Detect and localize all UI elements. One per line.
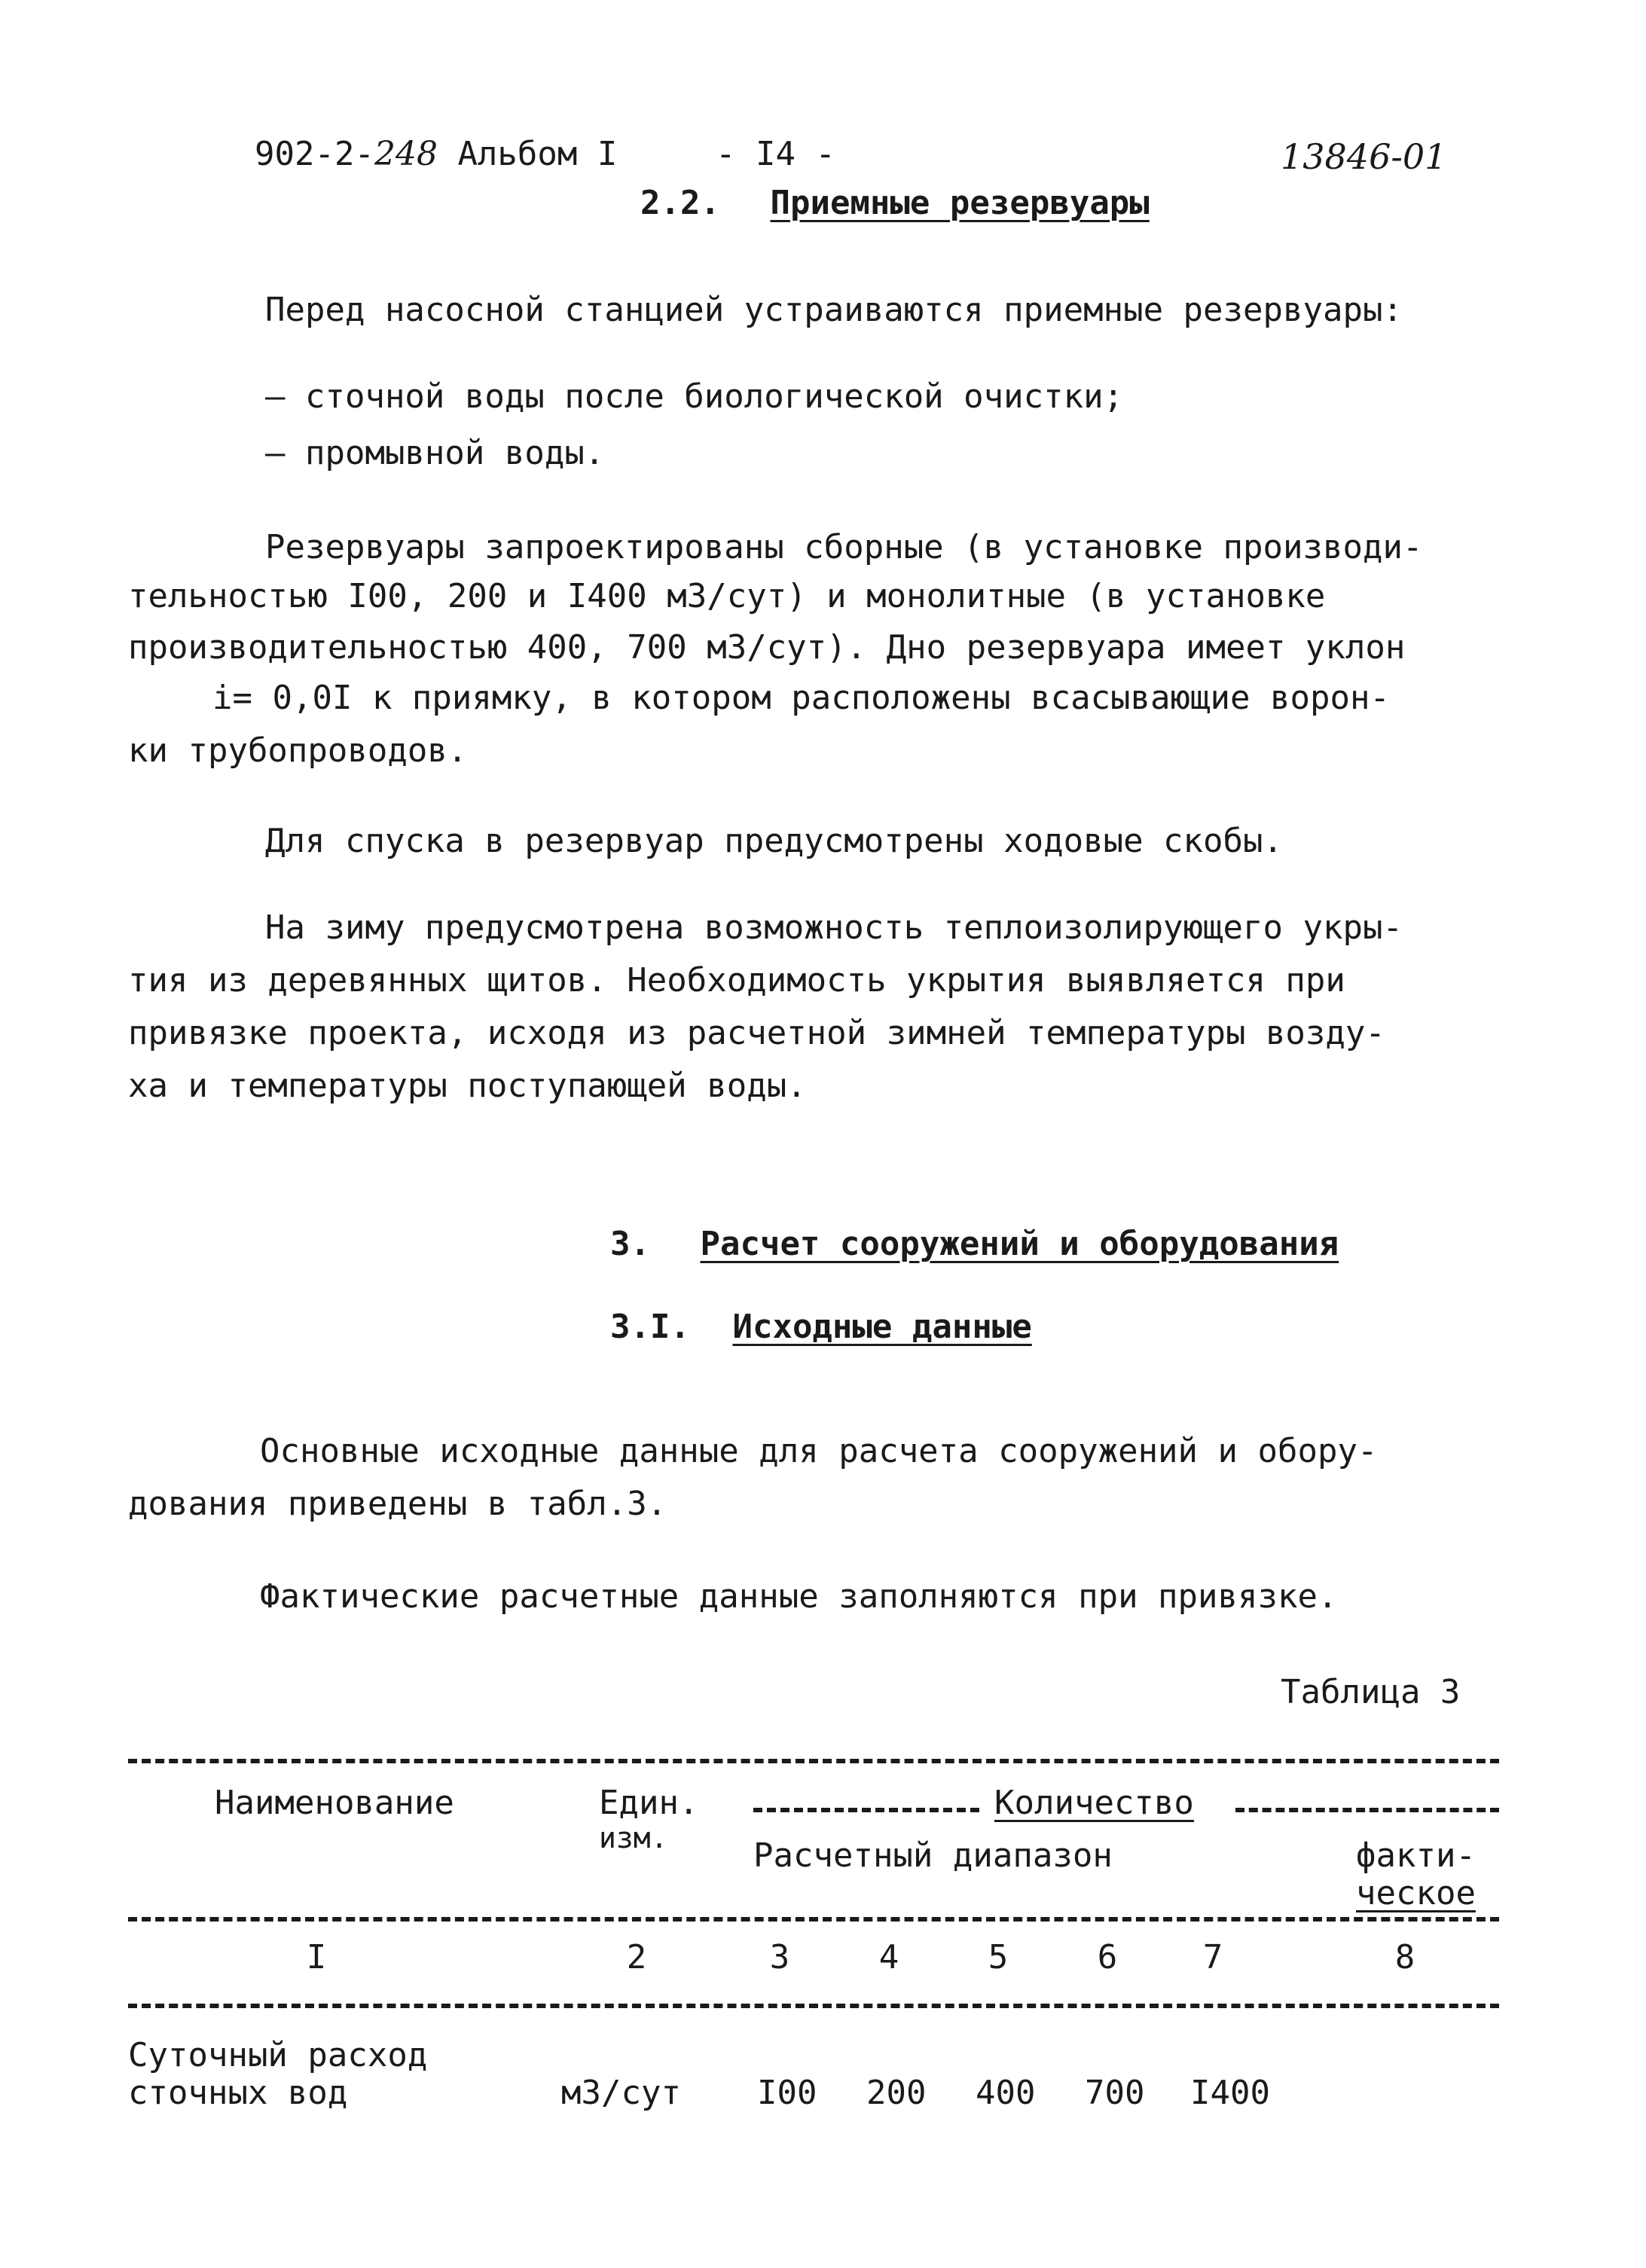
paragraph-line: ха и температуры поступающей воды. <box>128 1067 807 1105</box>
paragraph-line: тия из деревянных щитов. Необходимость укрытия выявляется при <box>128 961 1345 1000</box>
section-2-2-intro: Перед насосной станцией устраиваются приемные резервуары: <box>265 291 1403 329</box>
section-3-1-number: 3.I. <box>610 1308 690 1346</box>
paragraph-line: ки трубопроводов. <box>128 731 468 770</box>
row-value: 200 <box>866 2074 927 2112</box>
column-number: 6 <box>1097 1938 1118 1976</box>
column-number: 4 <box>878 1938 899 1976</box>
paragraph-line: производительностью 400, 700 м3/сут). Дно резервуара имеет уклон <box>128 628 1406 667</box>
section-3-number: 3. <box>610 1225 650 1263</box>
header-name: Наименование <box>215 1784 454 1822</box>
table-rule-quantity-right <box>1235 1808 1499 1812</box>
paragraph-line: i= 0,0I к приямку, в котором расположены всасывающие ворон- <box>212 679 1390 717</box>
section-3-1-heading <box>610 1308 1032 1346</box>
document-code: 902-2-248 Альбом I <box>255 135 618 173</box>
table-rule-quantity-left <box>753 1808 979 1812</box>
section-3-1-paragraph-2: Фактические расчетные данные заполняются при привязке. <box>260 1577 1338 1616</box>
header-unit-line2: изм. <box>599 1821 668 1854</box>
header-calc-range: Расчетный диапазон <box>753 1836 1113 1875</box>
column-number: 8 <box>1394 1938 1415 1976</box>
header-unit-line1: Един. <box>599 1784 699 1822</box>
album-label: Альбом I <box>457 135 618 173</box>
column-number: 5 <box>988 1938 1009 1976</box>
document-code-handwritten: 248 <box>374 135 438 173</box>
table-caption: Таблица 3 <box>1281 1673 1461 1711</box>
header-actual-line1: факти- <box>1356 1836 1476 1875</box>
table-rule-numbers-bottom <box>128 2004 1499 2008</box>
row-value: I400 <box>1190 2074 1270 2112</box>
row-value: 700 <box>1085 2074 1145 2112</box>
paragraph-line: дования приведены в табл.3. <box>128 1485 667 1523</box>
row-value: I00 <box>757 2074 817 2112</box>
table-rule-header-bottom <box>128 1917 1499 1922</box>
section-2-2-heading <box>640 184 1150 222</box>
row-unit: м3/сут <box>561 2074 681 2112</box>
section-3-1-title: Исходные данные <box>732 1308 1032 1346</box>
page-number: - I4 - <box>716 135 835 173</box>
column-number: 2 <box>626 1938 647 1976</box>
column-number: I <box>306 1938 327 1976</box>
paragraph-line: На зиму предусмотрена возможность теплоизолирующего укры- <box>265 908 1403 947</box>
list-item: – промывной воды. <box>265 434 605 472</box>
column-number: 7 <box>1202 1938 1223 1976</box>
row-name-line2: сточных вод <box>128 2074 348 2112</box>
paragraph-line: тельностью I00, 200 и I400 м3/сут) и монолитные (в установке <box>128 577 1326 615</box>
paragraph-line: Резервуары запроектированы сборные (в установке производи- <box>265 528 1423 566</box>
row-name-line1: Суточный расход <box>128 2036 428 2074</box>
paragraph-line: привязке проекта, исходя из расчетной зимней температуры возду- <box>128 1014 1385 1052</box>
list-item: – сточной воды после биологической очистки; <box>265 377 1124 416</box>
section-3-heading <box>610 1225 1339 1263</box>
column-number: 3 <box>769 1938 790 1976</box>
stamp-number: 13846-01 <box>1281 136 1447 177</box>
header-quantity: Количество <box>994 1784 1194 1822</box>
section-2-2-number: 2.2. <box>640 184 720 222</box>
row-value: 400 <box>976 2074 1036 2112</box>
table-rule-top <box>128 1759 1499 1763</box>
paragraph-line: Основные исходные данные для расчета сооружений и обору- <box>260 1432 1378 1470</box>
section-2-2-title: Приемные резервуары <box>770 184 1150 222</box>
header-actual-line2: ческое <box>1356 1874 1476 1912</box>
section-3-title: Расчет сооружений и оборудования <box>700 1225 1339 1263</box>
section-2-2-paragraph-2: Для спуска в резервуар предусмотрены ходовые скобы. <box>265 822 1284 860</box>
